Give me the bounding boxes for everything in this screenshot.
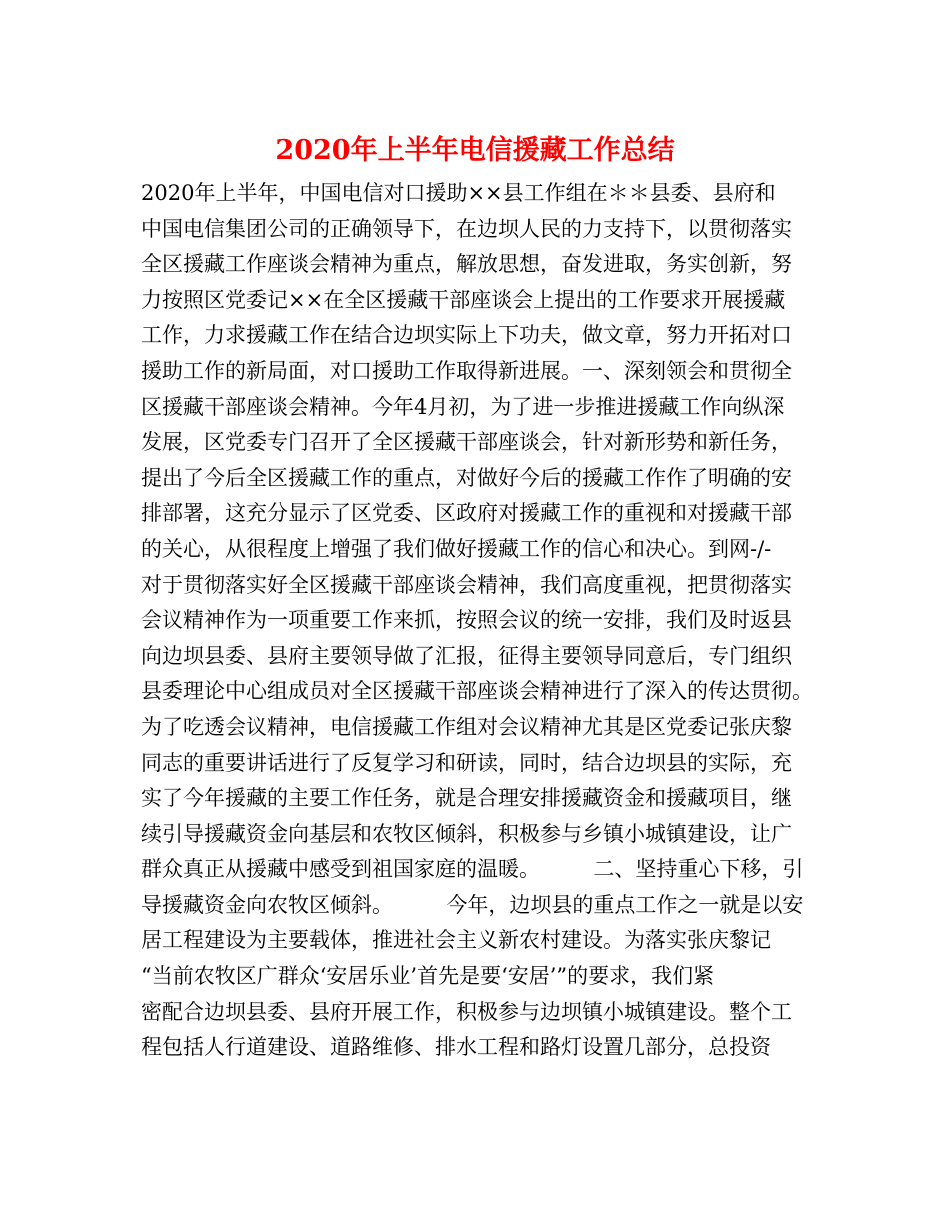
body-line: 密配合边坝县委、县府开展工作，积极参与边坝镇小城镇建设。整个工: [141, 999, 792, 1024]
body-line: 群众真正从援藏中感受到祖国家庭的温暖。 二、坚持重心下移，引: [141, 857, 804, 882]
body-line: 续引导援藏资金向基层和农牧区倾斜，积极参与乡镇小城镇建设，让广: [141, 821, 792, 846]
body-line: 同志的重要讲话进行了反复学习和研读，同时，结合边坝县的实际，充: [141, 750, 792, 775]
body-line: 对于贯彻落实好全区援藏干部座谈会精神，我们高度重视，把贯彻落实: [141, 572, 792, 597]
body-line: 为了吃透会议精神，电信援藏工作组对会议精神尤其是区党委记张庆黎: [141, 714, 792, 739]
body-line: 会议精神作为一项重要工作来抓，按照会议的统一安排，我们及时返县: [141, 608, 792, 633]
body-line: 力按照区党委记××在全区援藏干部座谈会上提出的工作要求开展援藏: [141, 287, 786, 312]
body-line: 实了今年援藏的主要工作任务，就是合理安排援藏资金和援藏项目，继: [141, 786, 792, 811]
body-line: 排部署，这充分显示了区党委、区政府对援藏工作的重视和对援藏干部: [141, 501, 792, 526]
body-line: 县委理论中心组成员对全区援藏干部座谈会精神进行了深入的传达贯彻。: [141, 679, 813, 704]
body-line: 区援藏干部座谈会精神。今年4月初，为了进一步推进援藏工作向纵深: [141, 394, 785, 419]
document-body: [141, 176, 841, 1066]
document-title: 2020年上半年电信援藏工作总结: [275, 135, 675, 166]
body-line: 全区援藏工作座谈会精神为重点，解放思想，奋发进取，务实创新，努: [141, 252, 792, 277]
body-line: 2020年上半年，中国电信对口援助××县工作组在＊＊县委、县府和: [141, 181, 776, 205]
body-line: “当前农牧区广群众‘安居乐业’首先是要‘安居’”的要求，我们紧: [141, 964, 715, 989]
body-line: 程包括人行道建设、道路维修、排水工程和路灯设置几部分，总投资: [141, 1035, 771, 1060]
body-line: 向边坝县委、县府主要领导做了汇报，征得主要领导同意后，专门组织: [141, 643, 792, 668]
body-line: 发展，区党委专门召开了全区援藏干部座谈会，针对新形势和新任务，: [141, 430, 792, 455]
body-line: 援助工作的新局面，对口援助工作取得新进展。一、深刻领会和贯彻全: [141, 358, 792, 383]
body-line: 导援藏资金向农牧区倾斜。 今年，边坝县的重点工作之一就是以安: [141, 892, 804, 917]
body-line: 提出了今后全区援藏工作的重点，对做好今后的援藏工作作了明确的安: [141, 465, 792, 490]
body-line: 居工程建设为主要载体，推进社会主义新农村建设。为落实张庆黎记: [141, 928, 771, 953]
body-line: 中国电信集团公司的正确领导下，在边坝人民的力支持下，以贯彻落实: [141, 216, 792, 241]
body-line: 的关心，从很程度上增强了我们做好援藏工作的信心和决心。到网-/-: [141, 536, 772, 561]
body-line: 工作，力求援藏工作在结合边坝实际上下功夫，做文章，努力开拓对口: [141, 323, 792, 348]
